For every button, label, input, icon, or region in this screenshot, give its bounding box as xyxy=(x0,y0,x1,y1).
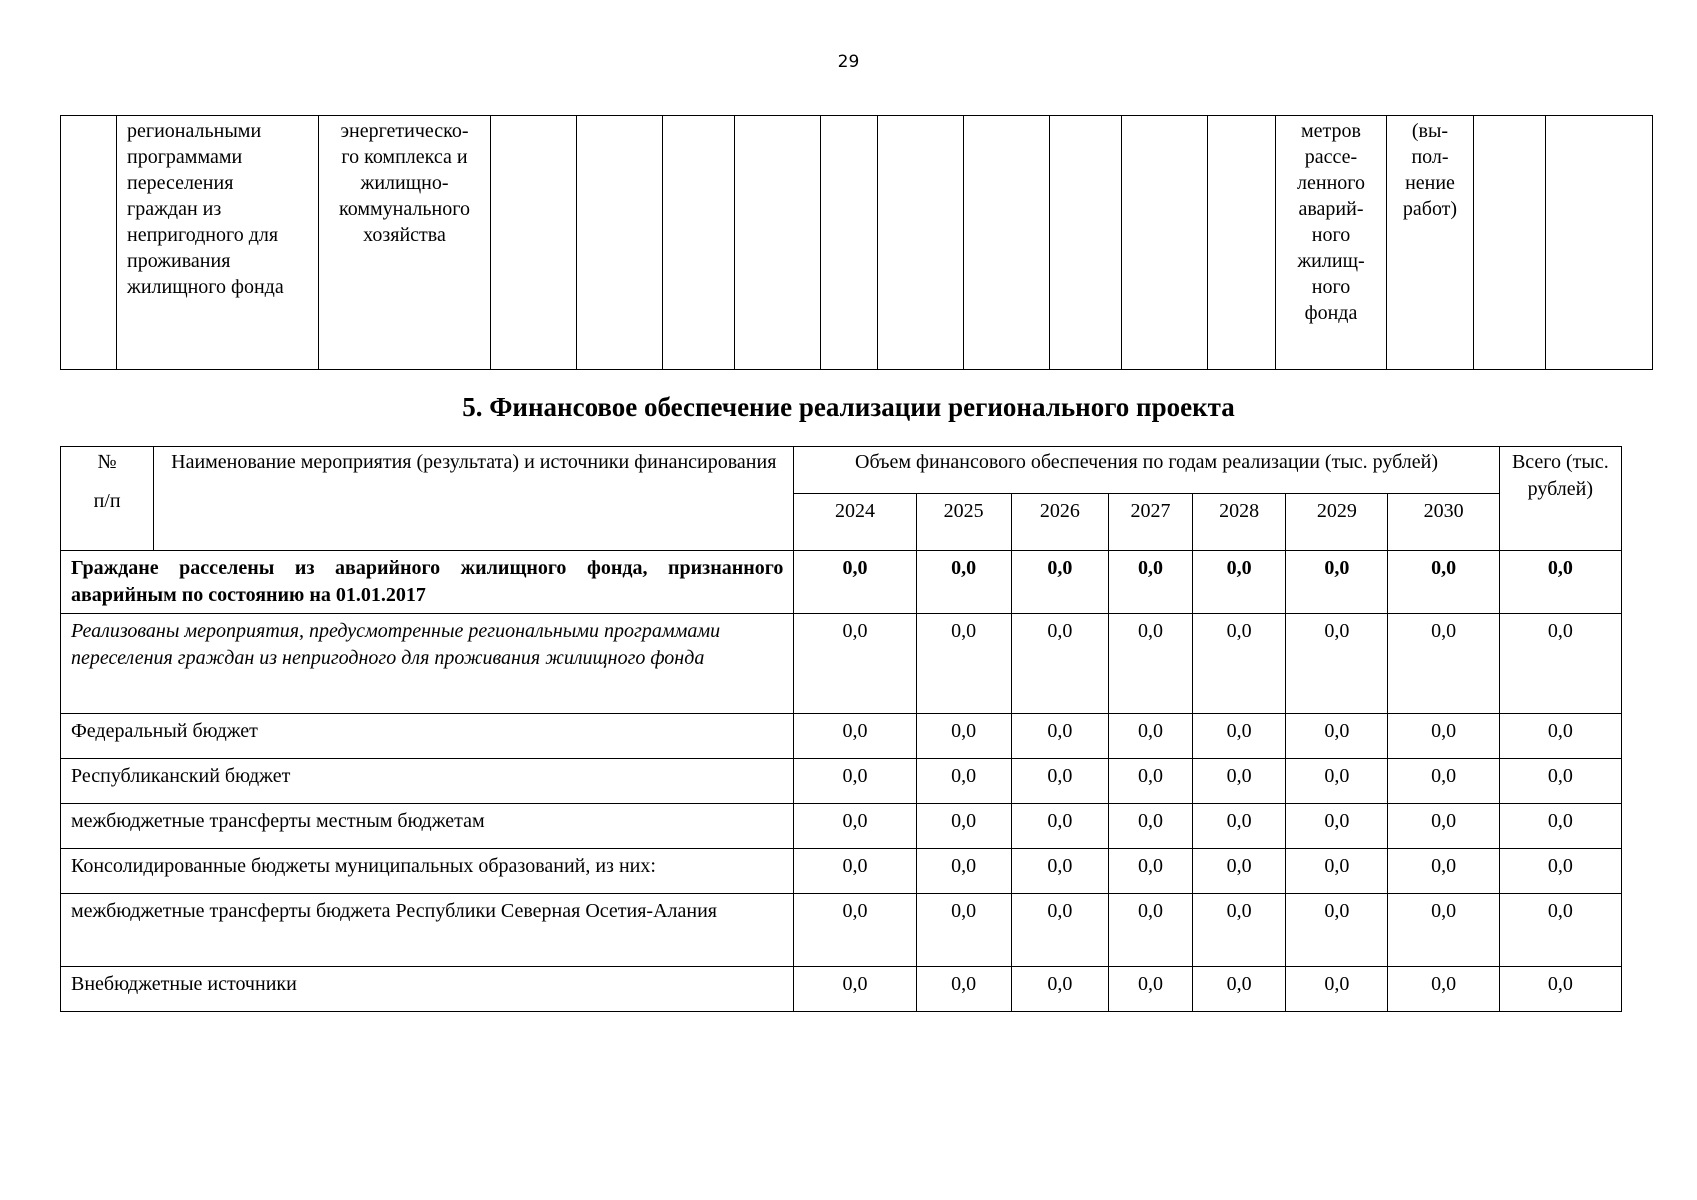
header-total: Всего (тыс. рублей) xyxy=(1499,447,1621,551)
finance-row-result xyxy=(61,551,1622,614)
finance-row-extrabudgetary xyxy=(61,967,1622,1012)
row-value: 0,0 xyxy=(1286,614,1388,714)
header-year: 2024 xyxy=(794,494,916,551)
row-value: 0,0 xyxy=(1388,849,1499,894)
finance-table xyxy=(60,446,1622,1012)
cont-cell-empty xyxy=(878,116,964,370)
row-value: 0,0 xyxy=(1286,894,1388,967)
row-value: 0,0 xyxy=(794,614,916,714)
cont-line: переселения xyxy=(127,172,234,194)
row-value: 0,0 xyxy=(1193,614,1286,714)
row-name: Республиканский бюджет xyxy=(61,759,794,804)
cont-cell-num xyxy=(61,116,117,370)
row-value: 0,0 xyxy=(1286,714,1388,759)
row-value: 0,0 xyxy=(1193,759,1286,804)
finance-row-activity xyxy=(61,614,1622,714)
cont-line: ного xyxy=(1311,224,1351,246)
cont-cell-type xyxy=(1387,116,1474,370)
header-volume: Объем финансового обеспечения по годам реализации (тыс. рублей) xyxy=(794,447,1499,494)
header-num-symbol: № xyxy=(97,451,117,473)
cont-line: проживания xyxy=(127,250,231,272)
row-total: 0,0 xyxy=(1499,894,1621,967)
row-value: 0,0 xyxy=(1388,551,1499,614)
row-value: 0,0 xyxy=(1011,614,1108,714)
row-value: 0,0 xyxy=(1108,614,1192,714)
cont-line: метров xyxy=(1301,120,1361,142)
row-value: 0,0 xyxy=(794,849,916,894)
cont-line: непригодного для xyxy=(127,224,279,246)
row-value: 0,0 xyxy=(1011,894,1108,967)
cont-cell-empty xyxy=(964,116,1050,370)
row-name: межбюджетные трансферты бюджета Республики Северная Осетия-Алания xyxy=(61,894,794,967)
cont-line: программами xyxy=(127,146,243,168)
cont-cell-empty xyxy=(1546,116,1653,370)
row-value: 0,0 xyxy=(794,894,916,967)
row-value: 0,0 xyxy=(794,551,916,614)
cont-line: работ) xyxy=(1402,198,1458,220)
row-value: 0,0 xyxy=(916,714,1011,759)
row-total: 0,0 xyxy=(1499,551,1621,614)
row-value: 0,0 xyxy=(794,714,916,759)
row-value: 0,0 xyxy=(1286,551,1388,614)
row-name: Федеральный бюджет xyxy=(61,714,794,759)
cont-line: ного xyxy=(1311,276,1351,298)
row-name: Внебюджетные источники xyxy=(61,967,794,1012)
finance-row-republic xyxy=(61,759,1622,804)
row-value: 0,0 xyxy=(1011,551,1108,614)
row-name: Реализованы мероприятия, предусмотренные региональными программами переселения граждан из непригодного для проживания жилищного фонда xyxy=(61,614,794,714)
header-num xyxy=(61,447,154,551)
cont-line: жилищно- xyxy=(360,172,449,194)
cont-line: граждан из xyxy=(127,198,222,220)
cont-cell-empty xyxy=(1122,116,1208,370)
finance-row-transfers-republic xyxy=(61,894,1622,967)
cont-cell-empty xyxy=(491,116,577,370)
row-total: 0,0 xyxy=(1499,967,1621,1012)
cont-line: коммунального xyxy=(339,198,470,220)
row-value: 0,0 xyxy=(794,759,916,804)
row-value: 0,0 xyxy=(916,614,1011,714)
row-value: 0,0 xyxy=(916,967,1011,1012)
row-total: 0,0 xyxy=(1499,714,1621,759)
row-value: 0,0 xyxy=(1108,804,1192,849)
cont-line: хозяйства xyxy=(363,224,446,246)
row-value: 0,0 xyxy=(794,804,916,849)
cont-line: жилищ- xyxy=(1297,250,1365,272)
cont-cell-unit xyxy=(1276,116,1387,370)
cont-line: нение xyxy=(1405,172,1455,194)
cont-line: региональными xyxy=(127,120,262,142)
row-value: 0,0 xyxy=(1108,551,1192,614)
section-title: 5. Финансовое обеспечение реализации регионального проекта xyxy=(462,392,1235,422)
row-value: 0,0 xyxy=(916,849,1011,894)
cont-cell-event-name xyxy=(117,116,319,370)
header-year: 2029 xyxy=(1286,494,1388,551)
row-total: 0,0 xyxy=(1499,614,1621,714)
finance-row-municipal xyxy=(61,849,1622,894)
finance-header-row xyxy=(61,447,1622,494)
finance-row-federal xyxy=(61,714,1622,759)
cont-line: пол- xyxy=(1411,146,1449,168)
row-name: межбюджетные трансферты местным бюджетам xyxy=(61,804,794,849)
row-value: 0,0 xyxy=(916,804,1011,849)
continuation-row xyxy=(61,116,1653,370)
cont-cell-empty xyxy=(821,116,878,370)
row-value: 0,0 xyxy=(1108,967,1192,1012)
row-value: 0,0 xyxy=(1108,714,1192,759)
row-total: 0,0 xyxy=(1499,759,1621,804)
cont-line: энергетическо- xyxy=(340,120,469,142)
row-value: 0,0 xyxy=(1011,967,1108,1012)
page-number: 29 xyxy=(837,52,860,72)
row-value: 0,0 xyxy=(1011,759,1108,804)
row-value: 0,0 xyxy=(1388,759,1499,804)
row-value: 0,0 xyxy=(1388,614,1499,714)
header-year: 2030 xyxy=(1388,494,1499,551)
row-value: 0,0 xyxy=(1193,804,1286,849)
row-value: 0,0 xyxy=(794,967,916,1012)
cont-cell-empty xyxy=(577,116,663,370)
row-value: 0,0 xyxy=(1108,759,1192,804)
row-value: 0,0 xyxy=(1011,804,1108,849)
row-value: 0,0 xyxy=(1388,804,1499,849)
cont-line: рассе- xyxy=(1304,146,1358,168)
row-value: 0,0 xyxy=(1011,849,1108,894)
cont-cell-empty xyxy=(1050,116,1122,370)
row-value: 0,0 xyxy=(1193,967,1286,1012)
row-value: 0,0 xyxy=(1193,894,1286,967)
row-value: 0,0 xyxy=(1193,849,1286,894)
cont-cell-empty xyxy=(663,116,735,370)
cont-cell-empty xyxy=(735,116,821,370)
row-value: 0,0 xyxy=(1011,714,1108,759)
row-value: 0,0 xyxy=(916,894,1011,967)
row-value: 0,0 xyxy=(1286,849,1388,894)
cont-line: ленного xyxy=(1297,172,1365,194)
cont-line: фонда xyxy=(1304,302,1358,324)
row-value: 0,0 xyxy=(1193,714,1286,759)
row-value: 0,0 xyxy=(1108,849,1192,894)
row-value: 0,0 xyxy=(1286,967,1388,1012)
cont-cell-empty xyxy=(1474,116,1546,370)
header-year: 2027 xyxy=(1108,494,1192,551)
header-name: Наименование мероприятия (результата) и источники финансирования xyxy=(154,447,794,551)
cont-line: (вы- xyxy=(1411,120,1449,142)
row-total: 0,0 xyxy=(1499,849,1621,894)
header-year: 2026 xyxy=(1011,494,1108,551)
row-value: 0,0 xyxy=(1108,894,1192,967)
row-total: 0,0 xyxy=(1499,804,1621,849)
row-name: Консолидированные бюджеты муниципальных образований, из них: xyxy=(61,849,794,894)
row-value: 0,0 xyxy=(1388,967,1499,1012)
cont-line: жилищного фонда xyxy=(127,276,284,298)
continuation-table xyxy=(60,115,1653,370)
finance-row-transfers-local xyxy=(61,804,1622,849)
header-num-pp: п/п xyxy=(93,490,121,512)
row-value: 0,0 xyxy=(1193,551,1286,614)
row-value: 0,0 xyxy=(916,759,1011,804)
header-year: 2028 xyxy=(1193,494,1286,551)
cont-cell-responsible xyxy=(319,116,491,370)
row-value: 0,0 xyxy=(916,551,1011,614)
cont-line: го комплекса и xyxy=(341,146,468,168)
cont-line: аварий- xyxy=(1298,198,1364,220)
row-name: Граждане расселены из аварийного жилищного фонда, признанного аварийным по состоянию на 01.01.2017 xyxy=(61,551,794,614)
row-value: 0,0 xyxy=(1286,759,1388,804)
row-value: 0,0 xyxy=(1286,804,1388,849)
row-value: 0,0 xyxy=(1388,894,1499,967)
cont-cell-empty xyxy=(1208,116,1276,370)
row-value: 0,0 xyxy=(1388,714,1499,759)
header-year: 2025 xyxy=(916,494,1011,551)
